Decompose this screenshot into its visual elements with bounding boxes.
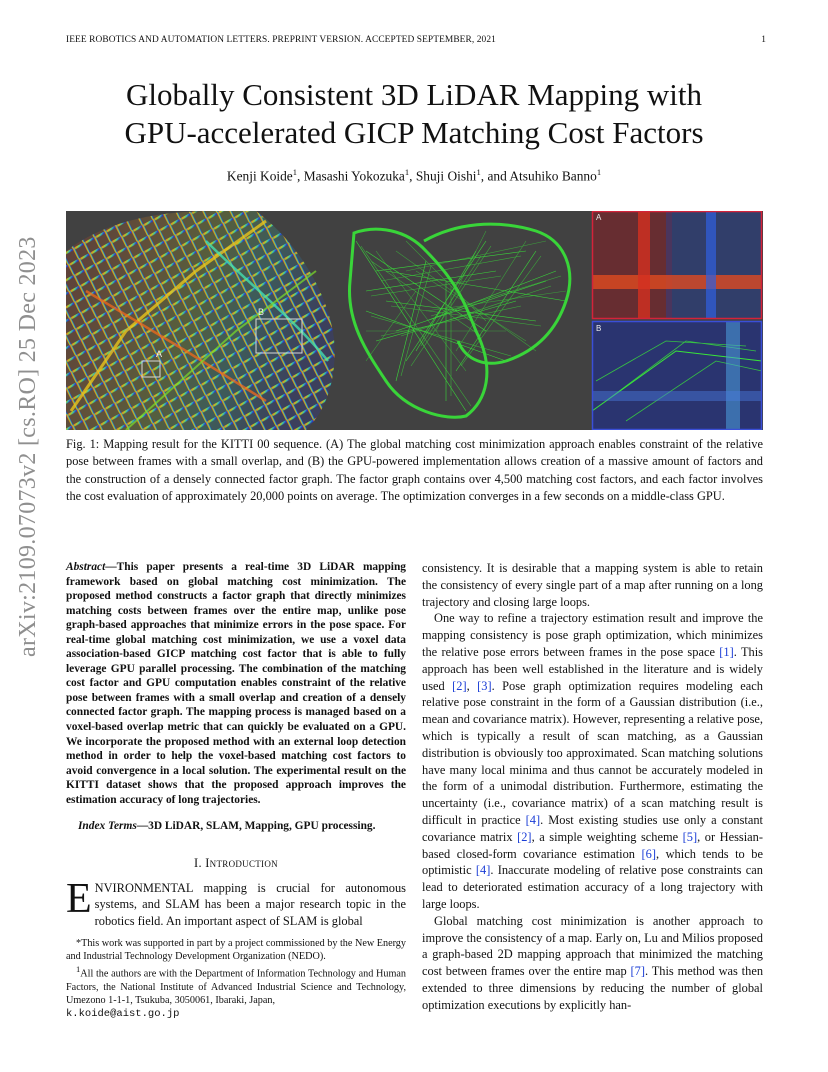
citation-link[interactable]: [4] (475, 863, 491, 878)
index-terms-label: Index Terms (78, 820, 137, 833)
paragraph-text: . This approach has been well established in the literature and is widely used (422, 644, 763, 693)
footnote-affiliation-text: All the authors are with the Department of Information Technology and Human Factors, the National Institute of Advanced Industrial Science and Technology, Umezono 1-1-1, Tsukuba, 3050061, Ibaraki, Japan, (66, 968, 406, 1006)
footnotes (66, 937, 406, 1021)
inset-label-b: B (596, 324, 602, 333)
running-head-text: IEEE ROBOTICS AND AUTOMATION LETTERS. PREPRINT VERSION. ACCEPTED SEPTEMBER, 2021 (66, 35, 496, 45)
section-heading (66, 855, 406, 872)
author-name: Kenji Koide (226, 168, 293, 184)
author-list (60, 167, 768, 184)
citation-link[interactable]: [6] (641, 846, 656, 861)
arxiv-stamp: arXiv:2109.07073v2 [cs.RO] 25 Dec 2023 (15, 236, 41, 657)
inset-a (592, 211, 762, 319)
footnote-affiliation (66, 963, 406, 1021)
intro-text: NVIRONMENTAL mapping is crucial for autonomous systems, and SLAM has been a major research topic in the robotics field. An important aspect of SLAM is global (94, 880, 406, 929)
paragraph-text: . Inaccurate modeling of relative pose constraints can lead to deteriorated estimation accuracy of a long trajectory with large loops. (422, 863, 763, 911)
author-name: Atsuhiko Banno (509, 168, 597, 184)
paragraph-text: , a simple weighting scheme (531, 829, 683, 844)
index-terms (66, 819, 406, 834)
running-header (66, 35, 766, 49)
figure-1 (66, 211, 763, 430)
inset-label-a: A (596, 213, 602, 222)
abstract-label: Abstract (66, 561, 106, 573)
point-cloud-map (66, 211, 335, 430)
citation-link[interactable]: [7] (630, 964, 645, 979)
paper-title (60, 76, 768, 152)
citation-link[interactable]: [4] (525, 812, 541, 827)
paragraph-text: One way to refine a trajectory estimation result and improve the mapping consistency is pose graph optimization, which minimizes the relative pose errors between frames in the pose space (422, 611, 763, 659)
figure-1-graphic (66, 211, 763, 430)
abstract-text: —This paper presents a real-time 3D LiDAR mapping framework based on global matching cost minimization. The proposed method constructs a factor graph that directly minimizes matching costs between frames over the entire map, unlike pose graph-based approaches that minimize errors in the pose space. For real-time global matching cost minimization, we use a voxel data association-based GICP matching cost factor that is able to fully leverage GPU parallel processing. The combination of the matching cost factor and GPU computation enables constraint of the relative pose between frames with a small overlap and creation of a densely connected factor graph. The mapping process is managed based on a voxel-based overlap metric that can quickly be evaluated on a GPU. We incorporate the proposed method with an external loop detection method in order to help the voxel-based matching cost factors to avoid convergence in a local solution. The experimental result on the KITTI dataset shows that the proposed approach improves the estimation accuracy of long trajectories. (66, 561, 406, 806)
author-email[interactable]: k.koide@aist.go.jp (66, 1007, 180, 1020)
title-line-2: GPU-accelerated GICP Matching Cost Factors (124, 115, 704, 150)
figure-caption: Fig. 1: Mapping result for the KITTI 00 sequence. (A) The global matching cost minimization approach enables constraint of the relative pose between frames with a small overlap, and (B) the GPU-powered implementation allows creation of a massive amount of factors and the construction of a densely connected factor graph. The factor graph contains over 4,500 matching cost factors, and each factor involves the cost evaluation of approximately 20,000 points on average. The optimization converges in a few seconds on a middle-class GPU. (66, 437, 763, 503)
citation-link[interactable]: [2] (452, 678, 467, 693)
paragraph-text: , or Hessian-based closed-form covariance estimation (422, 829, 763, 861)
factor-graph (349, 224, 569, 417)
citation-link[interactable]: [1] (719, 644, 734, 659)
inset-b (592, 321, 762, 430)
author-separator: , (409, 168, 416, 184)
footnote-funding: *This work was supported in part by a project commissioned by the New Energy and Industrial Technology Development Organization (NEDO). (66, 938, 406, 963)
author-affiliation: 1 (404, 167, 410, 177)
paragraph-text: , (466, 678, 478, 693)
citation-link[interactable]: [5] (682, 829, 698, 844)
paragraph-text: . Pose graph optimization requires modeling each relative pose constraint in the form of a Gaussian distribution (i.e., mean and covariance matrix). However, representing a relative pose, which is typically a result of scan matching, as a Gaussian distribution is obviously too approximated. Scan matching solutions have many local minima and thus cannot be accurately modeled in the form of a unimodal distribution. Furthermore, estimating the uncertainty (i.e., covariance matrix) of a scan matching result is difficult in practice (422, 678, 763, 827)
paragraph-text: , which tends to be optimistic (422, 846, 763, 878)
paragraph-text: . Most existing studies use only a constant covariance matrix (422, 812, 764, 844)
paragraph: consistency. It is desirable that a mapping system is able to retain the consistency of every single part of a map after running on a long trajectory and closing large loops. (422, 561, 763, 609)
footnote-marker: 1 (76, 964, 81, 975)
map-label-a: A (156, 349, 163, 359)
map-label-b: B (258, 307, 265, 317)
title-line-1: Globally Consistent 3D LiDAR Mapping with (125, 77, 703, 112)
abstract (66, 560, 406, 807)
page-number: 1 (761, 35, 766, 45)
citation-link[interactable]: [2] (517, 829, 532, 844)
left-column (66, 560, 406, 930)
drop-cap: E (66, 875, 92, 922)
paragraph (422, 610, 763, 912)
intro-paragraph (66, 875, 406, 930)
author-separator: , and (480, 168, 510, 184)
index-terms-text: —3D LiDAR, SLAM, Mapping, GPU processing. (136, 820, 376, 833)
author-name: Masashi Yokozuka (303, 168, 405, 184)
author-separator: , (297, 168, 304, 184)
section-heading-text: I. Introduction (194, 855, 278, 870)
author-affiliation: 1 (476, 167, 481, 177)
author-affiliation: 1 (292, 167, 297, 177)
paragraph-text: Global matching cost minimization is another approach to improve the consistency of a map. Early on, Lu and Milios proposed a graph-based 2D mapping approach that minimized the matching cost between frames over the entire map (422, 913, 763, 979)
paragraph (422, 913, 763, 1014)
author-affiliation: 1 (596, 167, 602, 177)
author-name: Shuji Oishi (415, 168, 477, 184)
paragraph-text: . This method was then extended to three dimensions by reducing the number of global optimization executions by explicitly han- (422, 964, 764, 1012)
citation-link[interactable]: [3] (477, 678, 492, 693)
right-column (422, 560, 763, 1014)
